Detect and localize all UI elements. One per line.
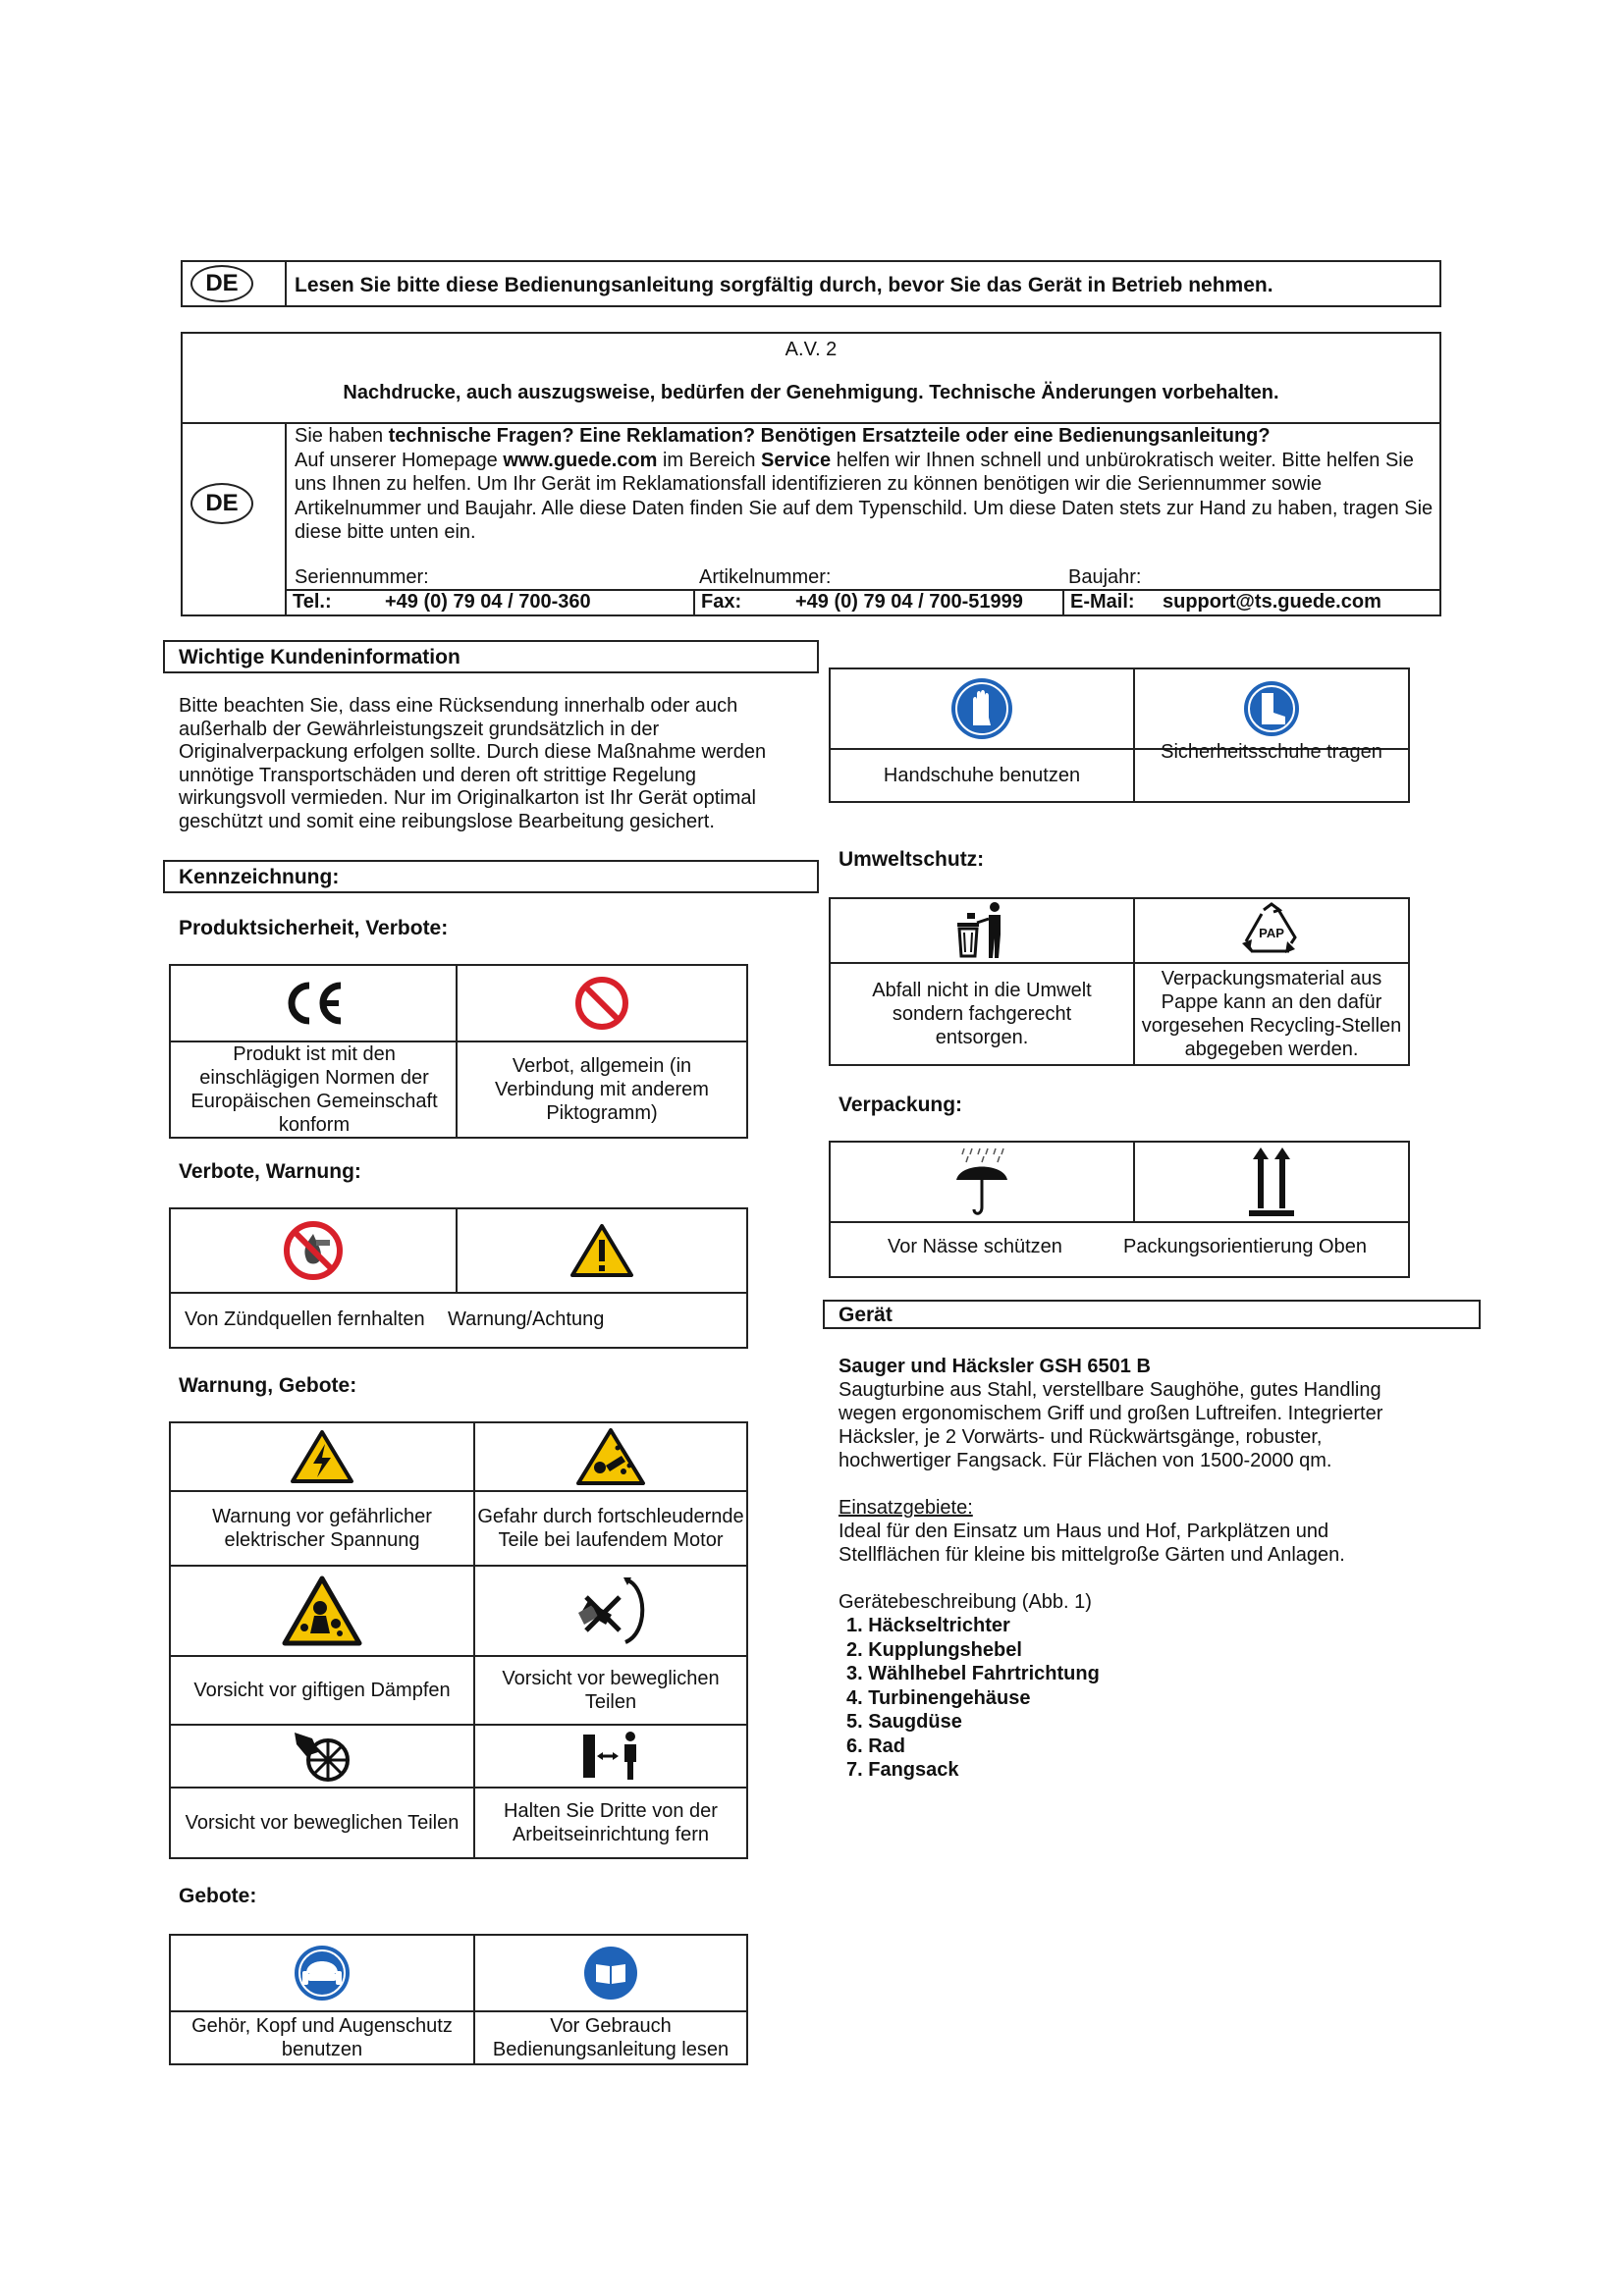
part-item: 5. Saugdüse — [846, 1711, 962, 1733]
heading-environment: Umweltschutz: — [839, 848, 985, 871]
product-name: Sauger und Häcksler GSH 6501 B — [839, 1356, 1151, 1377]
info-p2-e: helfen wir Ihnen schnell und unbürokratisch weiter. Bitte helfen Sie uns Ihnen zu helfen. Um Ihr Gerät im Reklamationsfall identifizieren zu können benötigen wir die Seriennummer sowie Artikelnummer und Baujahr. Alle diese Daten finden Sie auf dem Typenschild. Um diese Daten stets zur Hand zu haben, tragen Sie diese bitte unten ein. — [295, 449, 1434, 543]
electric-voltage-icon — [171, 1423, 473, 1490]
mail-label: E-Mail: — [1070, 591, 1135, 613]
parts-list — [846, 1614, 1100, 1783]
version-text: A.V. 2 — [785, 339, 838, 360]
projectile-label: Gefahr durch fortschleudernde Teile bei laufendem Motor — [477, 1506, 744, 1551]
manual-label: Vor Gebrauch Bedienungsanleitung lesen — [492, 2015, 730, 2060]
symbol-table-ppe — [829, 667, 1410, 803]
symbol-table-product — [169, 964, 748, 1139]
use-text: Ideal für den Einsatz um Haus und Hof, Parkplätzen und Stellflächen für kleine bis mittelgroße Gärten und Anlagen. — [839, 1521, 1345, 1566]
umbrella-keep-dry-icon — [831, 1143, 1133, 1221]
header-notice-text: Lesen Sie bitte diese Bedienungsanleitung sorgfältig durch, bevor Sie das Gerät in Betrieb nehmen. — [295, 274, 1273, 296]
hearing-head-eye-protection-icon — [171, 1936, 473, 2010]
tel-label: Tel.: — [293, 591, 332, 613]
symbol-table-mandatory — [169, 1934, 748, 2065]
tel-value: +49 (0) 79 04 / 700-360 — [385, 591, 591, 613]
customer-info-text: Bitte beachten Sie, dass eine Rücksendung innerhalb oder auch außerhalb der Gewährleistungszeit grundsätzlich in der Originalverpackung erfolgen sollte. Durch diese Maßnahme werden unnötige Transportschäden und deren oft strittige Regelung wirkungsvoll vermieden. Nur im Originalkarton ist Ihr Gerät optimal geschützt und somit eine reibungslose Bearbeitung gesichert. — [179, 695, 767, 832]
warning-label: Warnung/Achtung — [448, 1308, 605, 1330]
lang-badge-de-2: DE — [190, 483, 253, 524]
pap-label: Verpackungsmaterial aus Pappe kann an den dafür vorgesehen Recycling-Stellen abgegeben werden. — [1141, 968, 1402, 1060]
moving-parts-label-2: Vorsicht vor beweglichen Teilen — [185, 1812, 460, 1834]
use-title: Einsatzgebiete: — [839, 1497, 973, 1519]
info-paragraph — [295, 424, 1434, 545]
fumes-label: Vorsicht vor giftigen Dämpfen — [193, 1680, 451, 1701]
symbol-table-prohibition-warning — [169, 1207, 748, 1349]
service-text: Service — [761, 449, 832, 471]
orientation-label: Packungsorientierung Oben — [1123, 1236, 1367, 1257]
heading-packaging: Verpackung: — [839, 1094, 963, 1116]
prohibition-icon — [458, 966, 746, 1041]
wet-label: Vor Nässe schützen — [888, 1236, 1062, 1257]
distance-label: Halten Sie Dritte von der Arbeitseinrichtung fern — [504, 1800, 718, 1845]
projectile-hazard-icon — [475, 1423, 746, 1490]
device-title: Gerät — [823, 1300, 1481, 1329]
voltage-label: Warnung vor gefährlicher elektrischer Spannung — [212, 1506, 432, 1551]
ignition-label: Von Zündquellen fernhalten — [185, 1308, 425, 1330]
part-item: 4. Turbinengehäuse — [846, 1686, 1031, 1709]
waste-label: Abfall nicht in die Umwelt sondern fachgerecht entsorgen. — [872, 980, 1092, 1048]
symbol-table-packaging — [829, 1141, 1410, 1278]
serial-label: Seriennummer: — [295, 566, 429, 588]
ce-label: Produkt ist mit den einschlägigen Normen der Europäischen Gemeinschaft konform — [190, 1043, 438, 1136]
waste-bin-icon — [831, 899, 1133, 962]
toxic-fumes-icon — [171, 1567, 473, 1655]
gloves-label: Handschuhe benutzen — [883, 765, 1081, 786]
info-p2-a: Auf unserer Homepage — [295, 449, 504, 471]
info-p1-a: Sie haben — [295, 425, 389, 447]
reprint-notice: Nachdrucke, auch auszugsweise, bedürfen der Genehmigung. Technische Änderungen vorbehalten. — [343, 382, 1279, 403]
moving-parts-label-1: Vorsicht vor beweglichen Teilen — [502, 1668, 720, 1713]
keep-distance-icon — [475, 1726, 746, 1787]
product-description: Saugturbine aus Stahl, verstellbare Saughöhe, gutes Handling wegen ergonomischem Griff und großen Luftreifen. Integrierter Häcksler, je 2 Vorwärts- und Rückwärtsgänge, robuster, hochwertiger Fangsack. Für Flächen von 1500-2000 qm. — [839, 1379, 1383, 1471]
part-item: 7. Fangsack — [846, 1759, 959, 1781]
part-item: 3. Wählhebel Fahrtrichtung — [846, 1663, 1100, 1684]
homepage-link[interactable]: www.guede.com — [503, 449, 658, 471]
no-ignition-icon — [171, 1209, 456, 1292]
parts-title: Gerätebeschreibung (Abb. 1) — [839, 1591, 1092, 1613]
this-way-up-icon — [1135, 1143, 1408, 1221]
lang-badge-de: DE — [190, 265, 253, 302]
part-item: 6. Rad — [846, 1735, 906, 1757]
heading-mandatory: Gebote: — [179, 1885, 257, 1907]
year-label: Baujahr: — [1068, 566, 1142, 588]
mail-value[interactable]: support@ts.guede.com — [1163, 591, 1381, 613]
warning-triangle-icon — [458, 1209, 746, 1292]
symbol-table-warning-mandatory — [169, 1421, 748, 1859]
marking-title: Kennzeichnung: — [163, 860, 819, 893]
heading-prohibition-warning: Verbote, Warnung: — [179, 1160, 361, 1183]
part-item: 1. Häckseltrichter — [846, 1615, 1010, 1636]
info-p2-c: im Bereich — [657, 449, 761, 471]
prohibition-label: Verbot, allgemein (in Verbindung mit anderem Piktogramm) — [495, 1055, 709, 1124]
recycling-pap-icon — [1135, 899, 1408, 962]
pap-icon-text: PAP — [1259, 926, 1284, 940]
gloves-icon — [831, 669, 1133, 748]
symbol-table-environment — [829, 897, 1410, 1066]
moving-parts-icon — [475, 1567, 746, 1655]
read-manual-icon — [475, 1936, 746, 2010]
heading-warning-mandatory: Warnung, Gebote: — [179, 1374, 357, 1397]
fax-label: Fax: — [701, 591, 742, 613]
boots-label: Sicherheitsschuhe tragen — [1161, 741, 1382, 763]
heading-product-safety: Produktsicherheit, Verbote: — [179, 917, 449, 939]
fax-value: +49 (0) 79 04 / 700-51999 — [795, 591, 1023, 613]
info-p1-b: technische Fragen? Eine Reklamation? Benötigen Ersatzteile oder eine Bedienungsanleitung? — [388, 425, 1271, 447]
header-notice-box — [181, 260, 1441, 307]
info-box — [181, 332, 1441, 616]
part-item: 2. Kupplungshebel — [846, 1638, 1022, 1661]
rotating-blade-icon — [171, 1726, 473, 1787]
hearing-label: Gehör, Kopf und Augenschutz benutzen — [191, 2015, 453, 2060]
customer-info-title: Wichtige Kundeninformation — [163, 640, 819, 673]
article-label: Artikelnummer: — [699, 566, 832, 588]
ce-mark-icon — [171, 966, 456, 1041]
